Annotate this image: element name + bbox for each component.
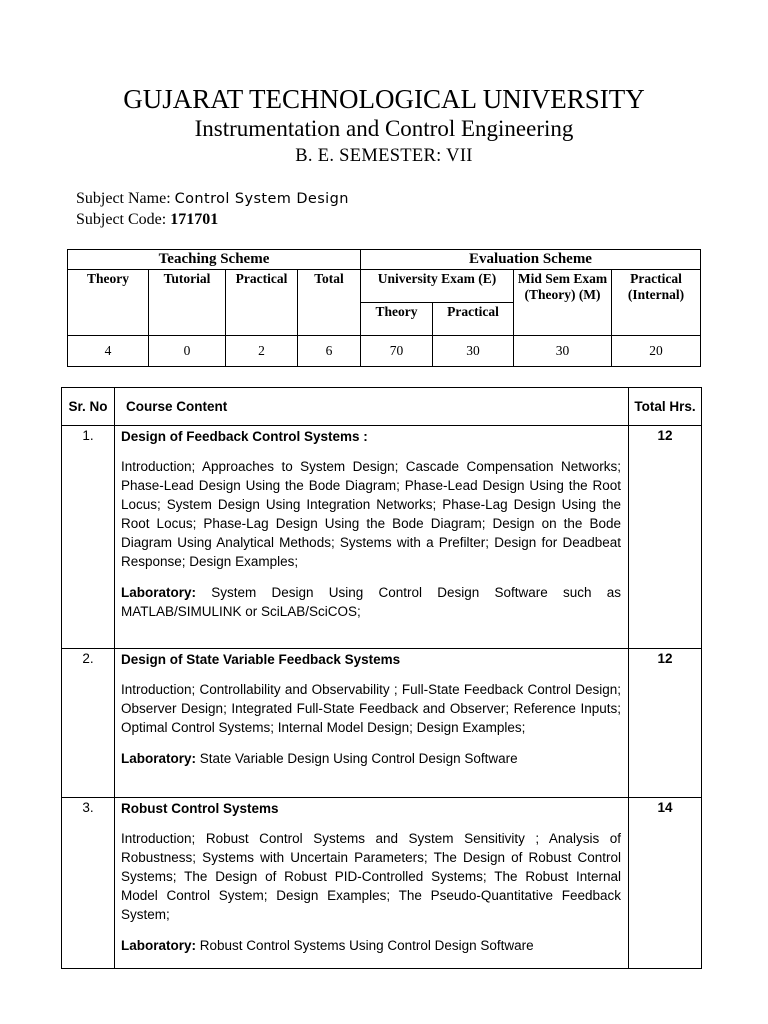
table-row: [62, 798, 702, 969]
value-practical: 2: [226, 335, 298, 366]
subject-name-label: Subject Name:: [76, 190, 171, 207]
total-hrs-header: Total Hrs.: [629, 388, 702, 426]
ue-theory-header: Theory: [361, 303, 433, 335]
value-total: 6: [298, 335, 361, 366]
row-content: [115, 649, 629, 798]
row-hours: 12: [629, 426, 702, 649]
row-hours: 14: [629, 798, 702, 969]
course-content-header: Course Content: [115, 388, 629, 426]
lab-text: Robust Control Systems Using Control Design Software: [199, 938, 534, 953]
evaluation-scheme-header: Evaluation Scheme: [361, 250, 701, 270]
value-tutorial: 0: [149, 335, 226, 366]
practical-internal-header: Practical (Internal): [612, 270, 701, 336]
value-mid-sem: 30: [514, 335, 612, 366]
row-sr-no: 1.: [62, 426, 115, 649]
row-hours: 12: [629, 649, 702, 798]
lab-text: System Design Using Control Design Software such as MATLAB/SIMULINK or SciLAB/SciCOS;: [121, 585, 621, 619]
lab-text: State Variable Design Using Control Design Software: [199, 751, 518, 766]
topic-description: Introduction; Approaches to System Design; Cascade Compensation Networks; Phase-Lead Design Using the Bode Diagram; Phase-Lead Design Using the Root Locus; System Design Using Integration Networks; Phase-Lag Design Using the Root Locus; Phase-Lag Design Using the Bode Diagram; Design on the Bode Diagram Using Analytical Methods; Systems with a Prefilter; Design for Deadbeat Response; Design Examples;: [121, 459, 621, 569]
row-content: [115, 426, 629, 649]
tutorial-header: Tutorial: [149, 270, 226, 336]
lab-label: Laboratory:: [121, 585, 197, 600]
subject-name-line: [76, 190, 349, 208]
topic-description: Introduction; Robust Control Systems and System Sensitivity ; Analysis of Robustness; Systems with Uncertain Parameters; The Design of Robust Control Systems; The Design of Robust PID-Controlled Systems; The Robust Internal Model Control System; Design Examples; The Pseudo-Quantitative Feedback System;: [121, 831, 621, 922]
subject-name-value: Control System Design: [174, 191, 349, 207]
department-title: Instrumentation and Control Engineering: [194, 116, 574, 141]
lab-line: [121, 583, 621, 621]
table-row: [62, 426, 702, 649]
practical-header: Practical: [226, 270, 298, 336]
topic-title: Design of Feedback Control Systems :: [121, 429, 368, 444]
row-sr-no: 3.: [62, 798, 115, 969]
lab-line: [121, 749, 621, 768]
total-header: Total: [298, 270, 361, 336]
theory-header: Theory: [68, 270, 149, 336]
lab-line: [121, 936, 621, 955]
subject-code-line: [76, 211, 218, 229]
topic-title: Robust Control Systems: [121, 801, 279, 816]
row-content: [115, 798, 629, 969]
sr-no-header: Sr. No: [62, 388, 115, 426]
topic-title: Design of State Variable Feedback Systems: [121, 652, 401, 667]
teaching-scheme-header: Teaching Scheme: [68, 250, 361, 270]
university-exam-header: University Exam (E): [361, 270, 514, 303]
value-practical-internal: 20: [612, 335, 701, 366]
subject-code-value: 171701: [170, 211, 219, 228]
scheme-table: [67, 249, 701, 367]
semester-title: B. E. SEMESTER: VII: [295, 146, 473, 166]
subject-code-label: Subject Code:: [76, 211, 167, 228]
value-ue-theory: 70: [361, 335, 433, 366]
university-title: GUJARAT TECHNOLOGICAL UNIVERSITY: [123, 84, 645, 114]
row-sr-no: 2.: [62, 649, 115, 798]
ue-practical-header: Practical: [433, 303, 514, 335]
course-content-table: [61, 387, 702, 969]
value-ue-practical: 30: [433, 335, 514, 366]
topic-description: Introduction; Controllability and Observability ; Full-State Feedback Control Design; Observer Design; Integrated Full-State Feedback and Observer; Reference Inputs; Optimal Control Systems; Internal Model Design; Design Examples;: [121, 682, 621, 735]
mid-sem-header: Mid Sem Exam (Theory) (M): [514, 270, 612, 336]
value-theory: 4: [68, 335, 149, 366]
lab-label: Laboratory:: [121, 751, 197, 766]
lab-label: Laboratory:: [121, 938, 197, 953]
table-row: [62, 649, 702, 798]
